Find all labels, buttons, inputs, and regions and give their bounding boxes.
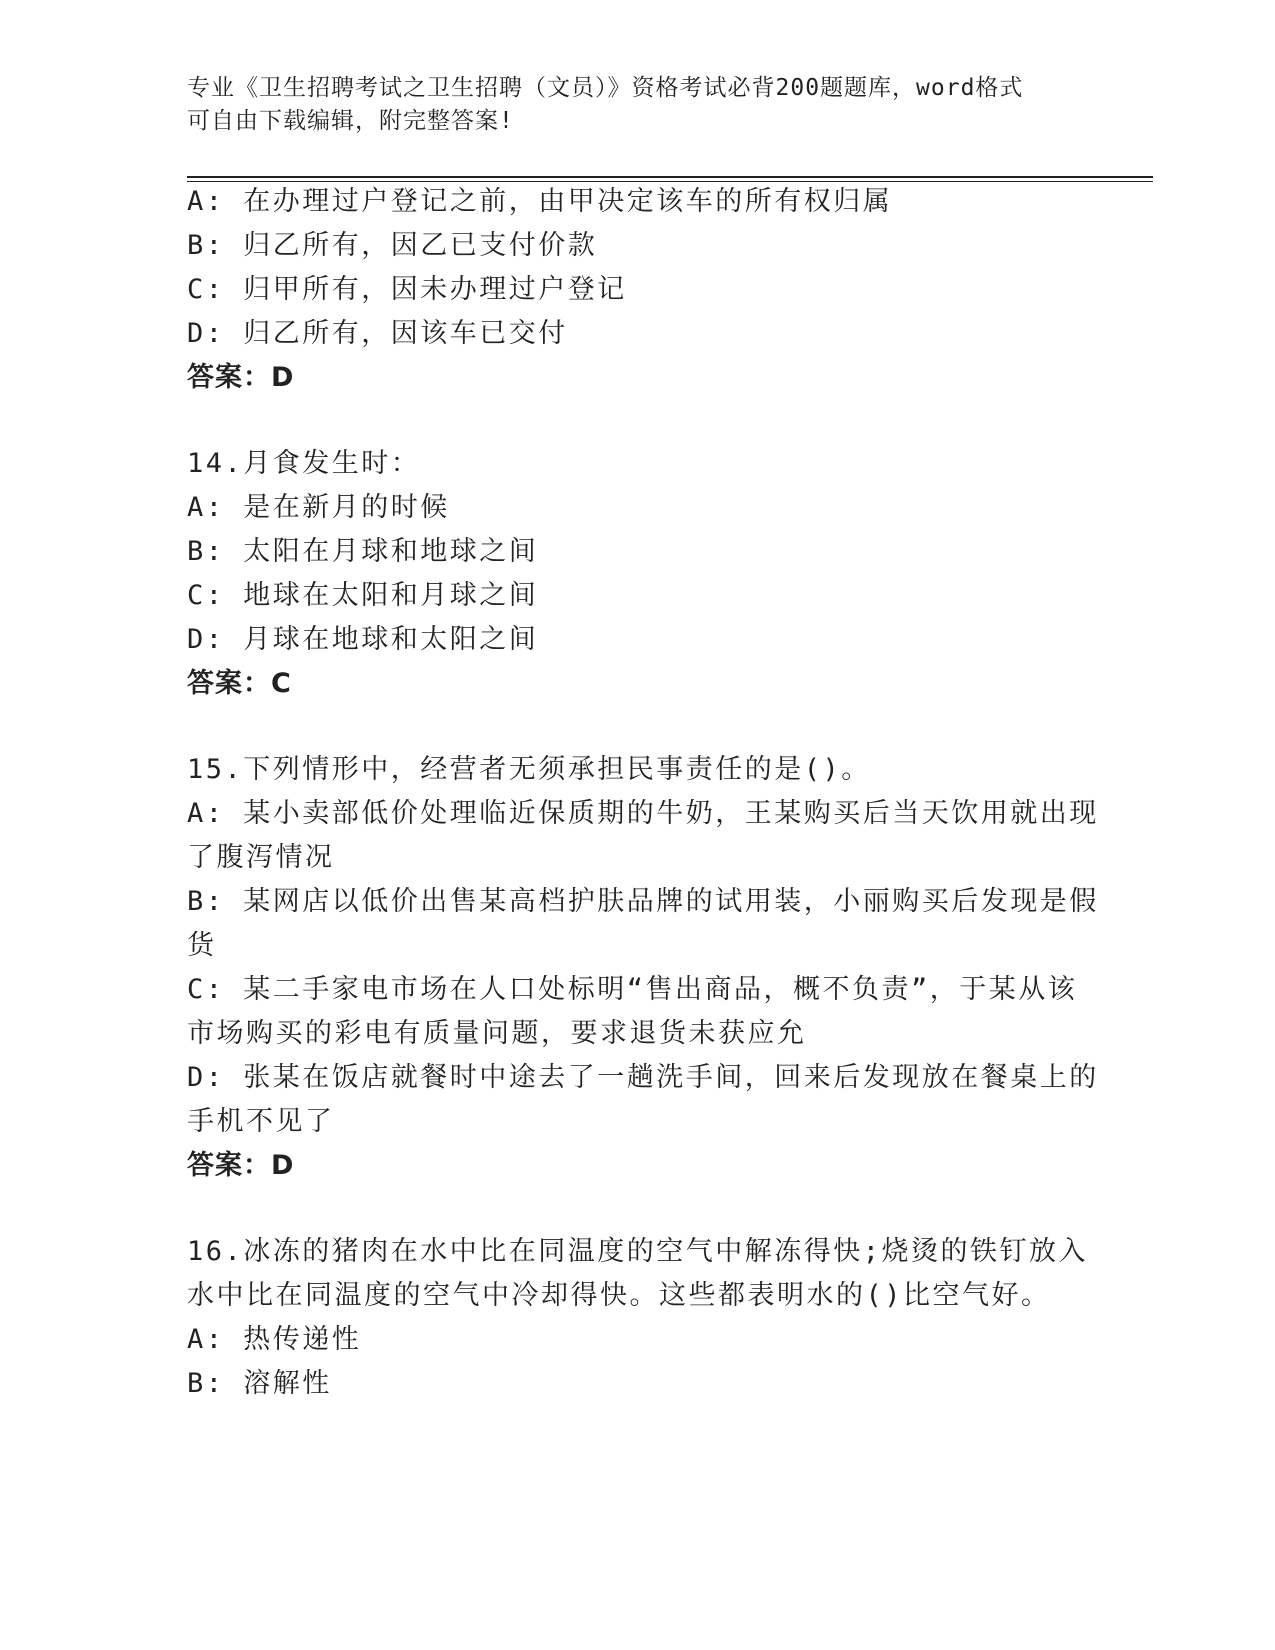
q16-question-line-1: 16.冰冻的猪肉在水中比在同温度的空气中解冻得快;烧烫的铁钉放入 [187, 1236, 1089, 1267]
q14-option-b: B: 太阳在月球和地球之间 [187, 536, 539, 567]
q15-option-c-line-1: C: 某二手家电市场在人口处标明“售出商品，概不负责”，于某从该 [187, 974, 1078, 1005]
header-divider-thin [187, 181, 1153, 182]
q14-question: 14.月食发生时： [187, 448, 421, 479]
q15-answer: 答案：D [187, 1150, 295, 1181]
q14-option-a: A: 是在新月的时候 [187, 492, 450, 523]
q15-option-c-line-2: 市场购买的彩电有质量问题，要求退货未获应允 [187, 1018, 807, 1049]
q13-option-c: C: 归甲所有，因未办理过户登记 [187, 274, 627, 305]
q16-option-a: A: 热传递性 [187, 1324, 362, 1355]
q14-answer: 答案：C [187, 668, 292, 699]
q16-option-b: B: 溶解性 [187, 1368, 332, 1399]
q14-option-c: C: 地球在太阳和月球之间 [187, 580, 539, 611]
header-title-line-1: 专业《卫生招聘考试之卫生招聘（文员）》资格考试必背200题题库，word格式 [187, 75, 1024, 101]
q15-question: 15.下列情形中，经营者无须承担民事责任的是()。 [187, 754, 871, 785]
q14-option-d: D: 月球在地球和太阳之间 [187, 624, 539, 655]
q15-option-a-line-2: 了腹泻情况 [187, 842, 335, 873]
q16-question-line-2: 水中比在同温度的空气中冷却得快。这些都表明水的()比空气好。 [187, 1280, 1051, 1311]
header-divider-thick [187, 176, 1153, 178]
q13-option-d: D: 归乙所有，因该车已交付 [187, 318, 568, 349]
q15-option-a-line-1: A: 某小卖部低价处理临近保质期的牛奶，王某购买后当天饮用就出现 [187, 798, 1099, 829]
q15-option-b-line-2: 货 [187, 930, 217, 961]
q15-option-b-line-1: B: 某网店以低价出售某高档护肤品牌的试用装，小丽购买后发现是假 [187, 886, 1099, 917]
q15-option-d-line-1: D: 张某在饭店就餐时中途去了一趟洗手间，回来后发现放在餐桌上的 [187, 1062, 1099, 1093]
q15-option-d-line-2: 手机不见了 [187, 1106, 335, 1137]
document-header [187, 72, 1067, 138]
header-title-line-2: 可自由下载编辑，附完整答案! [187, 108, 514, 134]
q13-option-a: A: 在办理过户登记之前，由甲决定该车的所有权归属 [187, 186, 893, 217]
q13-answer: 答案：D [187, 362, 295, 393]
q13-option-b: B: 归乙所有，因乙已支付价款 [187, 230, 598, 261]
